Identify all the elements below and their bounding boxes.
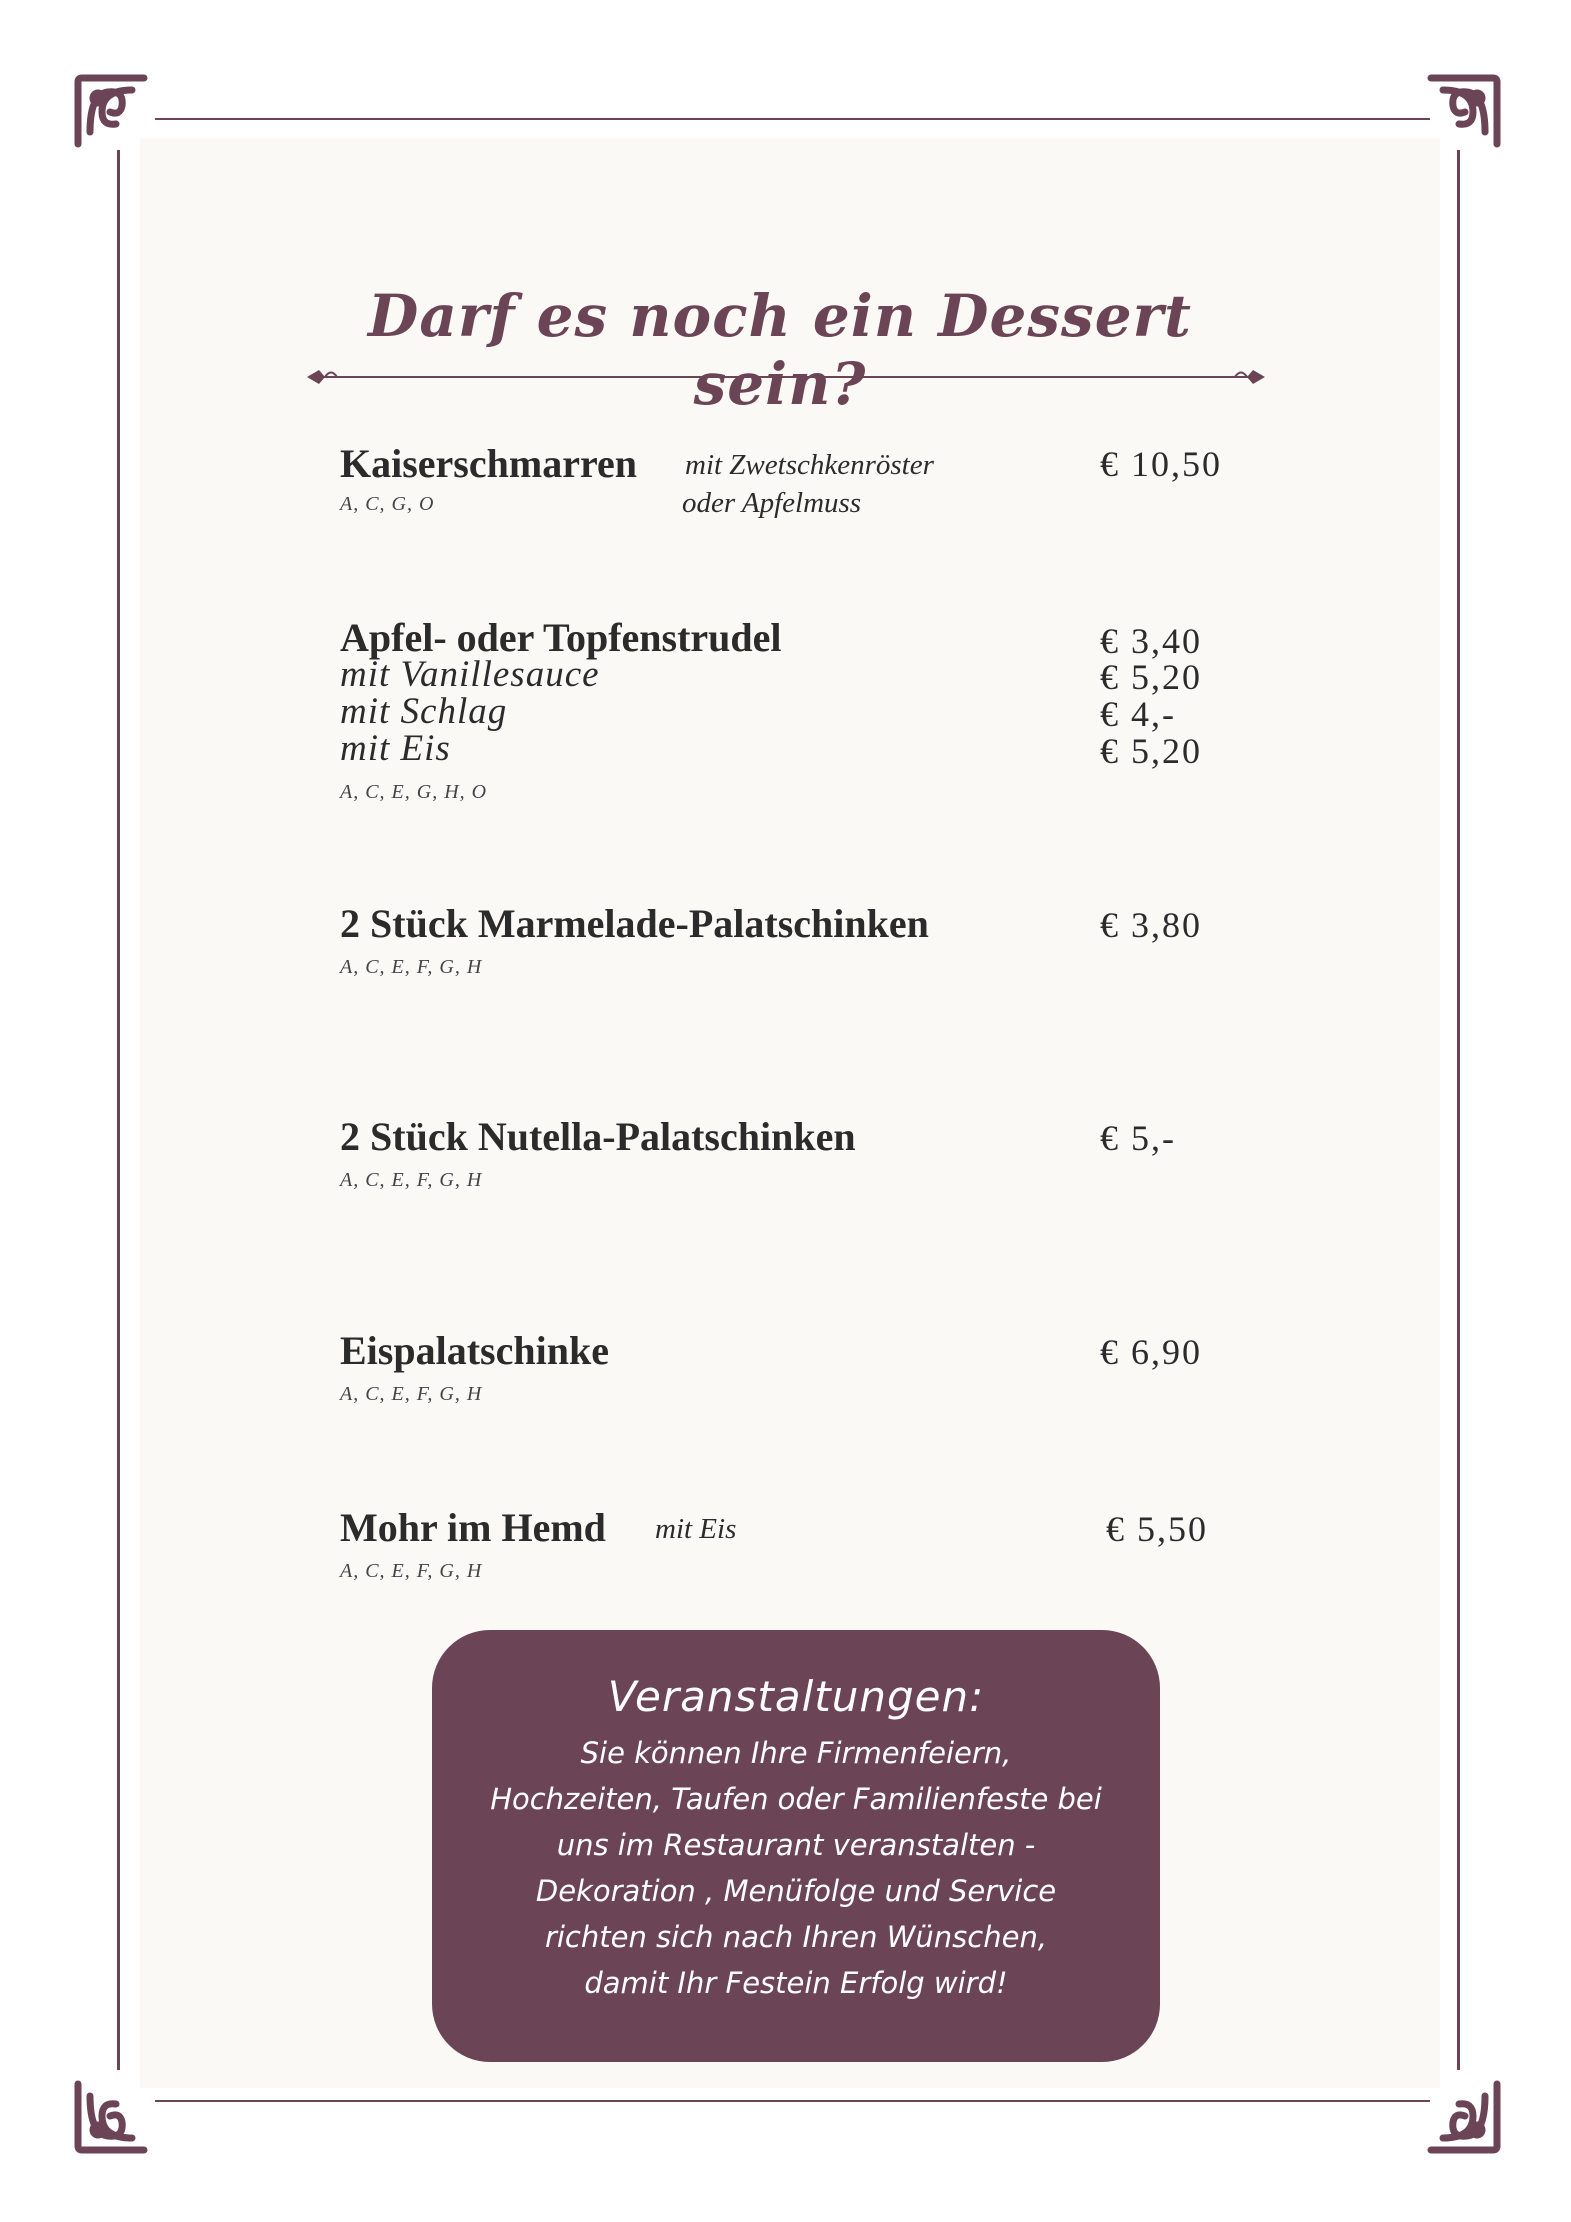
events-line: damit Ihr Festein Erfolg wird! [584, 1966, 1008, 2000]
item-price: € 5,- [1100, 1118, 1176, 1158]
corner-ornament-icon [1425, 2078, 1503, 2156]
corner-ornament-icon [1425, 72, 1503, 150]
frame-right-line [1457, 150, 1460, 2070]
item-allergens: A, C, G, O [340, 493, 435, 515]
corner-ornament-icon [72, 72, 150, 150]
corner-ornament-icon [72, 2078, 150, 2156]
item-price: € 5,50 [1106, 1509, 1208, 1549]
frame-left-line [117, 150, 120, 2070]
item-name: 2 Stück Marmelade-Palatschinken [340, 901, 929, 946]
menu-item [340, 440, 1240, 520]
events-line: Sie können Ihre Firmenfeiern, [580, 1736, 1012, 1770]
menu-item [340, 1504, 1240, 1584]
menu-item [340, 614, 1240, 814]
item-allergens: A, C, E, G, H, O [340, 781, 488, 803]
item-name: Mohr im Hemd [340, 1505, 606, 1550]
item-allergens: A, C, E, F, G, H [340, 1169, 483, 1191]
item-variant-price: € 4,- [1100, 694, 1176, 734]
item-allergens: A, C, E, F, G, H [340, 956, 483, 978]
page-title: Darf es noch ein Dessert sein? [368, 282, 1192, 418]
events-line: uns im Restaurant veranstalten - [556, 1828, 1036, 1862]
item-price: € 6,90 [1100, 1332, 1202, 1372]
item-name: 2 Stück Nutella-Palatschinken [340, 1114, 856, 1159]
frame-bottom-line [155, 2100, 1430, 2102]
item-variant-price: € 5,20 [1100, 731, 1202, 771]
frame-top-line [155, 118, 1430, 120]
item-variant-price: € 5,20 [1100, 657, 1202, 697]
events-line: richten sich nach Ihren Wünschen, [544, 1920, 1048, 1954]
title-flourish-icon [305, 362, 1267, 392]
item-name: Eispalatschinke [340, 1328, 609, 1373]
item-variant: mit Vanillesauce [340, 654, 600, 695]
item-allergens: A, C, E, F, G, H [340, 1560, 483, 1582]
item-name: Apfel- oder Topfenstrudel [340, 615, 782, 660]
item-variant: mit Schlag [340, 691, 508, 732]
menu-item [340, 1113, 1240, 1193]
events-line: Dekoration , Menüfolge und Service [535, 1874, 1057, 1908]
events-title: Veranstaltungen: [607, 1672, 985, 1721]
item-name: Kaiserschmarren [340, 441, 637, 486]
item-price: € 3,40 [1100, 621, 1202, 661]
item-allergens: A, C, E, F, G, H [340, 1383, 483, 1405]
item-description: mit Eis [655, 1513, 737, 1545]
item-description: mit Zwetschkenröster [685, 449, 934, 481]
item-variant: mit Eis [340, 728, 451, 769]
menu-item [340, 1327, 1240, 1407]
events-text [442, 1730, 1150, 2006]
events-line: Hochzeiten, Taufen oder Familienfeste bei [490, 1782, 1102, 1816]
item-price: € 10,50 [1100, 444, 1222, 484]
menu-item [340, 900, 1240, 980]
item-description: oder Apfelmuss [682, 487, 862, 519]
item-price: € 3,80 [1100, 905, 1202, 945]
events-box [432, 1630, 1160, 2062]
